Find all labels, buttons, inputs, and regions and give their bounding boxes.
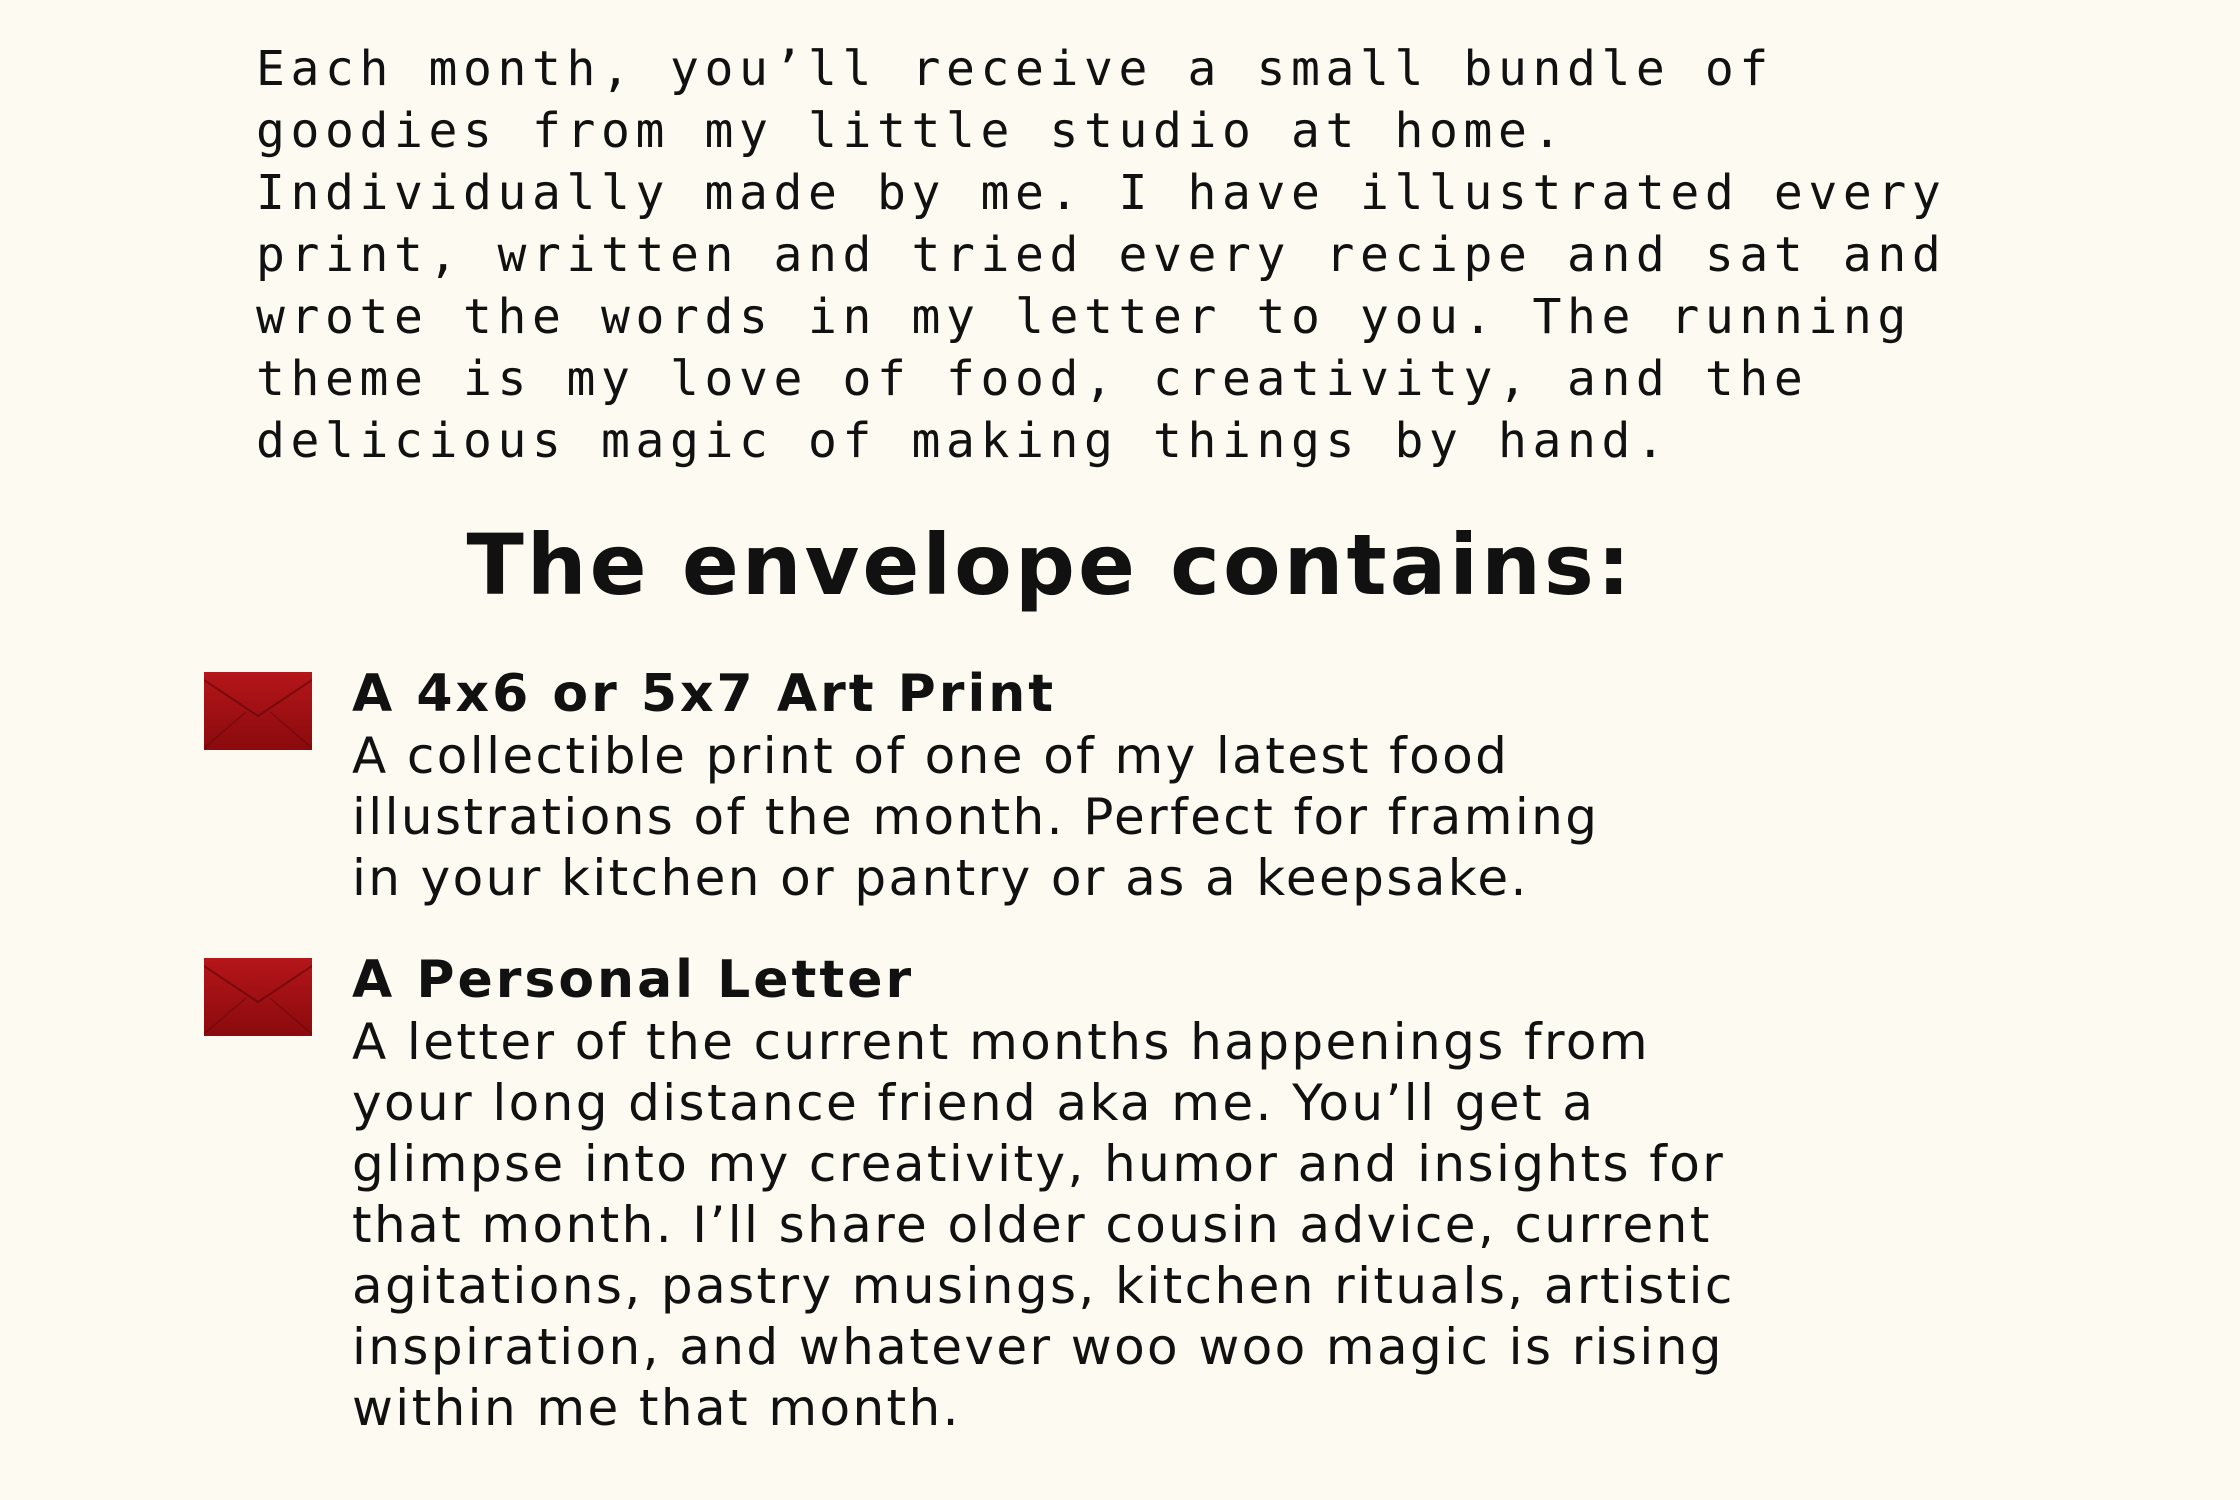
intro-paragraph: Each month, you’ll receive a small bundle of goodies from my little studio at home. Individually made by me. I have illustrated every print, written and tried every recipe and sat and wrote the words in my letter to you. The running theme is my love of food, creativity, and the delicious magic of making things by hand. [256,41,1947,469]
item-title: A Personal Letter [352,950,915,1010]
item-description: A letter of the current months happenings from your long distance friend aka me. You’ll get a glimpse into my creativity, humor and insights for that month. I’ll share older cousin advice, current agitations, pastry musings, kitchen rituals, artistic inspiration, and whatever woo woo magic is rising within me that month. [352,1013,1735,1437]
item-title: A 4x6 or 5x7 Art Print [352,664,1057,724]
envelope-icon [204,672,312,750]
envelope-icon [204,958,312,1036]
item-description: A collectible print of one of my latest food illustrations of the month. Perfect for framing in your kitchen or pantry or as a keepsake. [352,727,1600,907]
section-heading: The envelope contains: [466,516,1634,614]
